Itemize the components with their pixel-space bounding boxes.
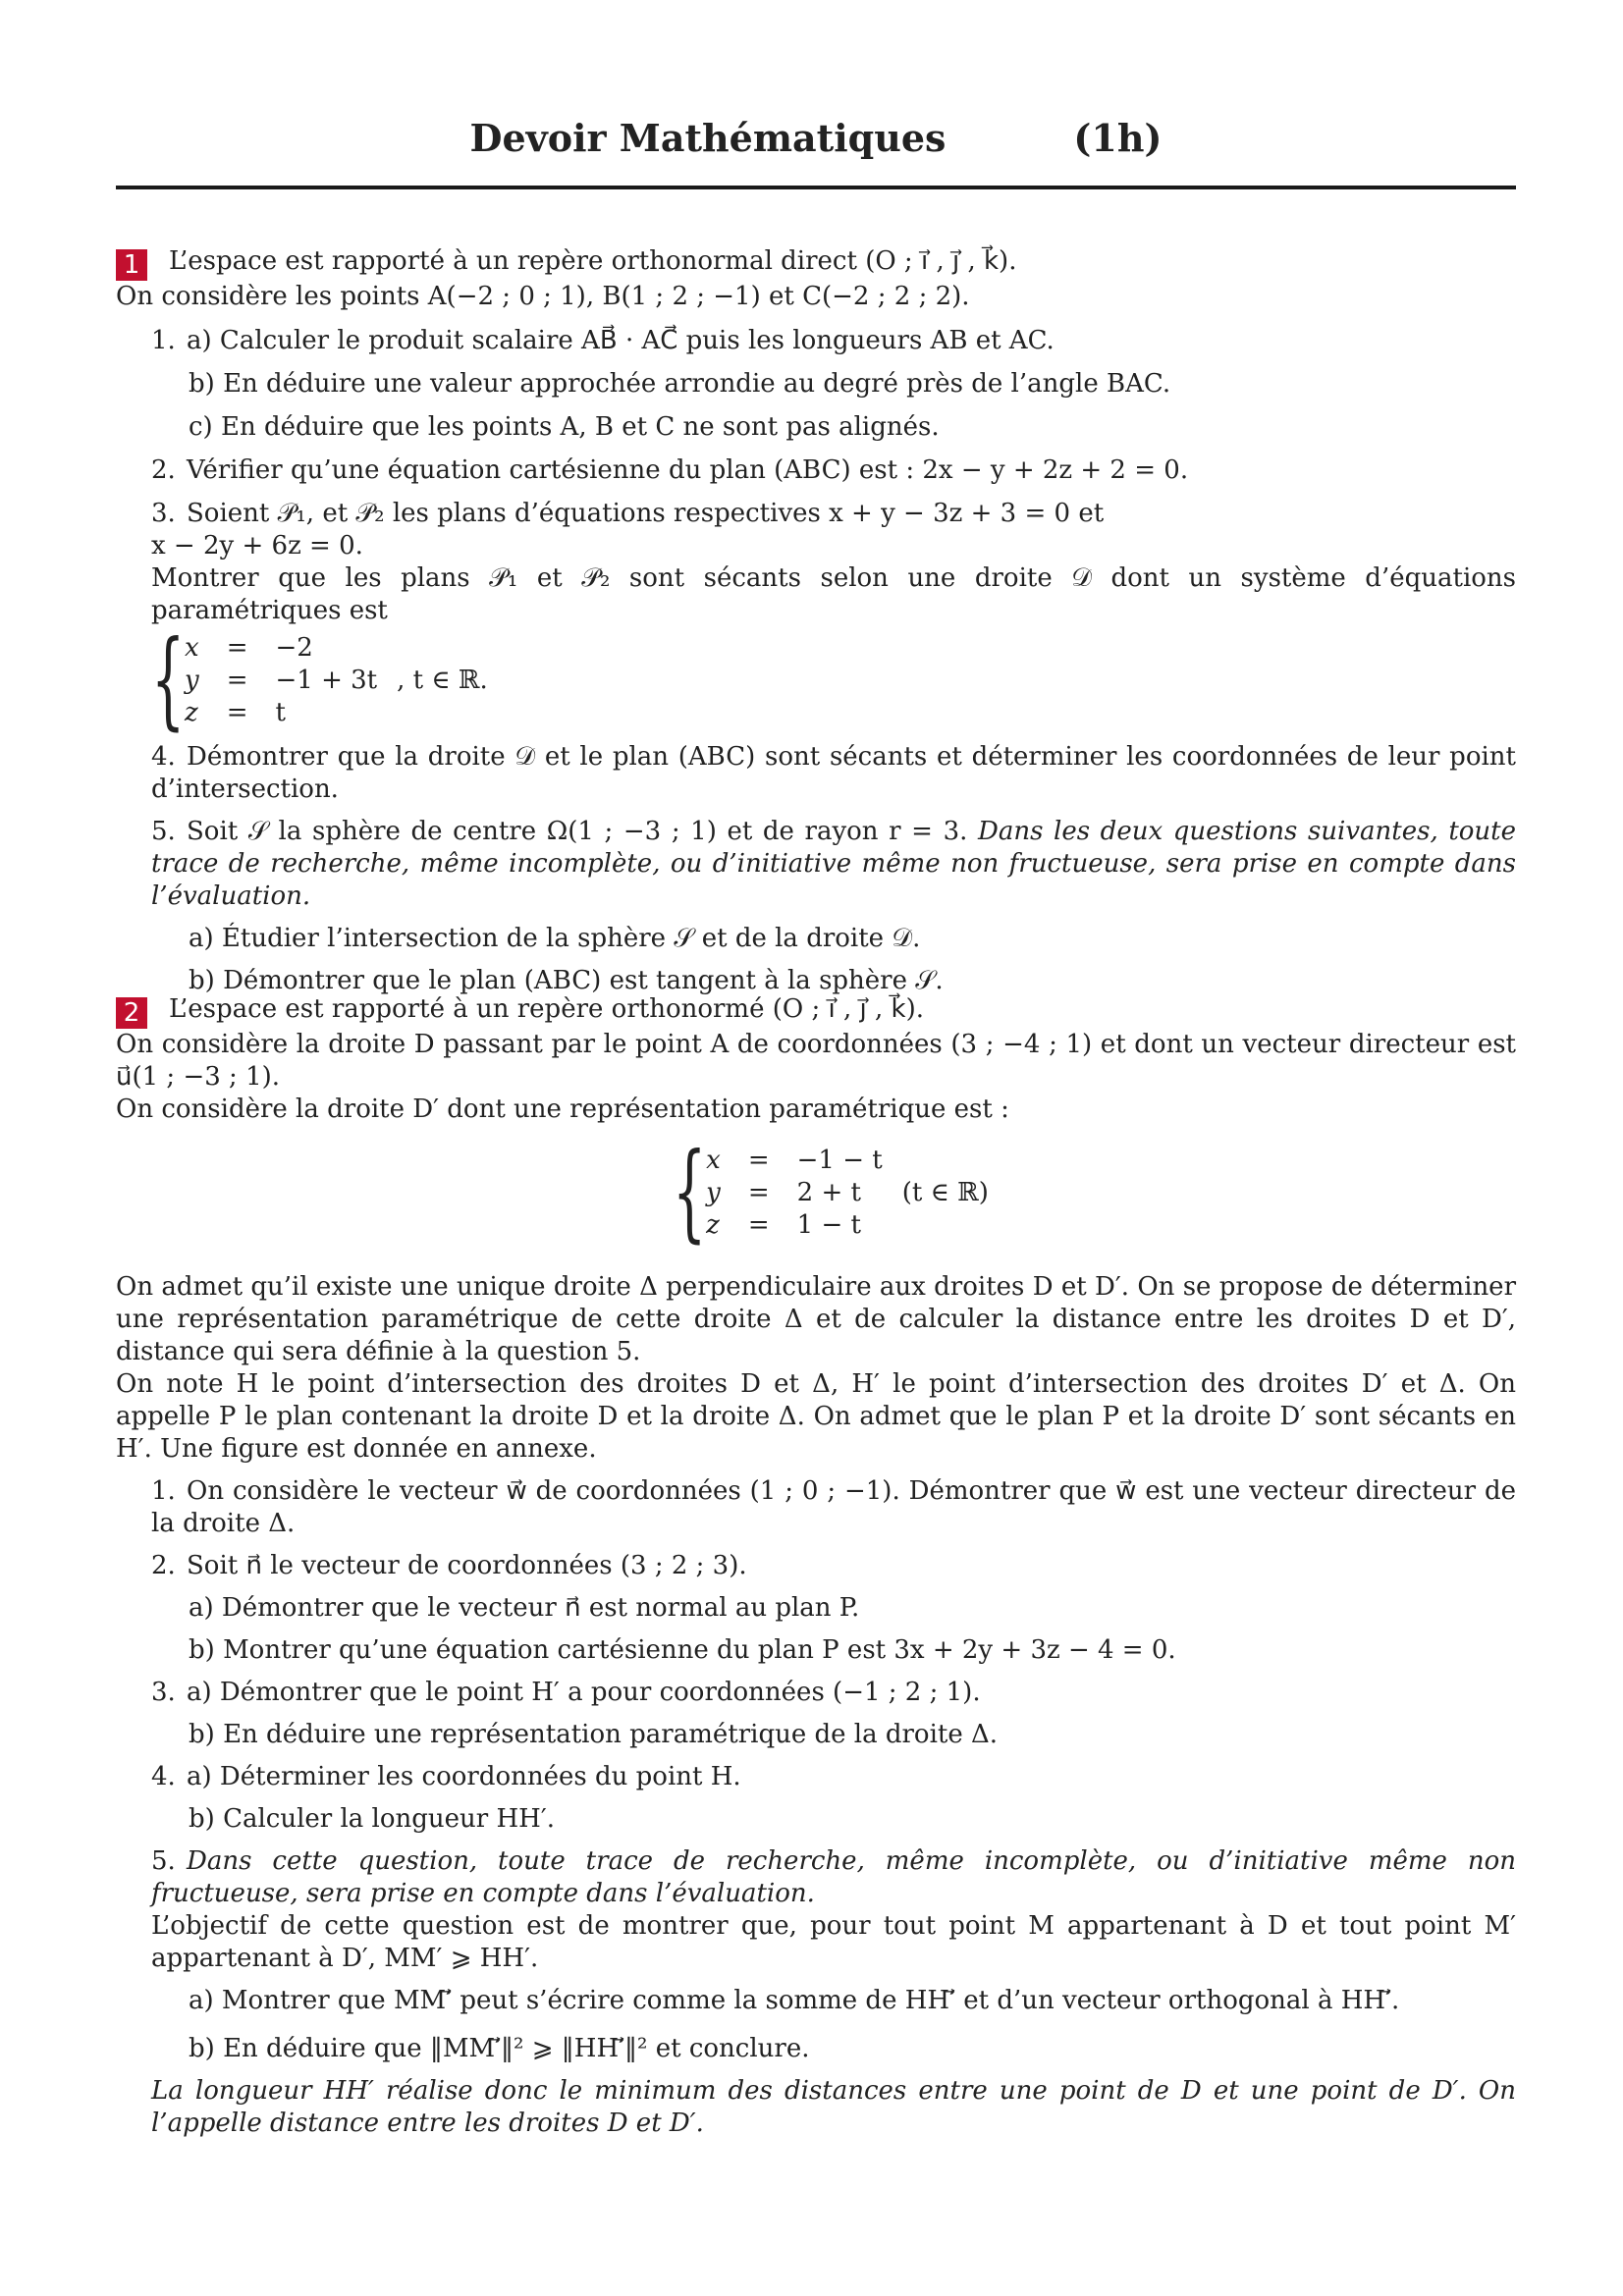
parametric-system-d: { x = −2 y = −1 + 3t , t ∈ ℝ. z = t [151, 618, 488, 741]
ex2-question-5-text: L’objectif de cette question est de montrer que, pour tout point M appartenant à D et tout point M′ appartenant à D′, MM′ ⩾ HH′. [151, 1911, 1516, 1973]
ex2-question-5b: b) En déduire que ‖MM′⃗‖² ⩾ ‖HH′⃗‖² et conclure. [189, 2034, 810, 2063]
question-1a: 1. a) Calculer le produit scalaire AB⃗ · AC⃗ puis les longueurs AB et AC. [151, 326, 1055, 355]
ex2-question-2a: a) Démontrer que le vecteur n⃗ est normal au plan P. [189, 1593, 860, 1623]
ex2-question-4b: b) Calculer la longueur HH′. [189, 1804, 555, 1834]
question-2: 2. Vérifier qu’une équation cartésienne du plan (ABC) est : 2x − y + 2z + 2 = 0. [151, 455, 1189, 485]
question-5b: b) Démontrer que le plan (ABC) est tangent à la sphère 𝒮. [189, 966, 944, 995]
question-5: 5. Soit 𝒮 la sphère de centre Ω(1 ; −3 ; 1) et de rayon r = 3. Dans les deux questions suivantes, toute trace de recherche, même incomplète, ou d’initiative même non fructueuse, sera prise en compte dans l’évaluation. [151, 817, 1517, 911]
title-text: Devoir Mathématiques [469, 116, 947, 160]
ex2-question-1: 1. On considère le vecteur w⃗ de coordonnées (1 ; 0 ; −1). Démontrer que w⃗ est une vecteur directeur de la droite Δ. [151, 1476, 1516, 1538]
title-rule [116, 186, 1516, 189]
points-line: On considère les points A(−2 ; 0 ; 1), B(1 ; 2 ; −1) et C(−2 ; 2 ; 2). [116, 282, 970, 311]
brace-icon: { [673, 1131, 707, 1254]
ex2-question-3a: 3. a) Démontrer que le point H′ a pour coordonnées (−1 ; 2 ; 1). [151, 1678, 981, 1707]
question-3-line3: Montrer que les plans 𝒫₁ et 𝒫₂ sont sécants selon une droite 𝒟 dont un système d’équations paramétriques est [151, 563, 1516, 625]
question-5a: a) Étudier l’intersection de la sphère 𝒮 et de la droite 𝒟. [189, 924, 921, 953]
exercise-2-intro [116, 993, 1516, 1029]
brace-icon: { [151, 618, 186, 741]
ex2-question-5a: a) Montrer que MM′⃗ peut s’écrire comme la somme de HH′⃗ et d’un vecteur orthogonal à HH′⃗. [189, 1986, 1400, 2015]
intro-text: L’espace est rapporté à un repère orthonormal direct (O ; i⃗ , j⃗ , k⃗). [169, 246, 1017, 276]
page-title [116, 116, 1516, 161]
ex2-question-4a: 4. a) Déterminer les coordonnées du point H. [151, 1762, 741, 1791]
ex2-question-2b: b) Montrer qu’une équation cartésienne du plan P est 3x + 2y + 3z − 4 = 0. [189, 1635, 1176, 1665]
line-dp-description: On considère la droite D′ dont une représentation paramétrique est : [116, 1095, 1009, 1124]
question-1b: b) En déduire une valeur approchée arrondie au degré près de l’angle BAC. [189, 369, 1171, 399]
exercise-1 [116, 245, 1516, 997]
conclusion-text: La longueur HH′ réalise donc le minimum des distances entre une point de D et une point de D′. On l’appelle distance entre les droites D et D′. [151, 2076, 1516, 2138]
duration-text: (1h) [1073, 116, 1163, 160]
line-d-description: On considère la droite D passant par le point A de coordonnées (3 ; −4 ; 1) et dont un vecteur directeur est u⃗(1 ; −3 ; 1). [116, 1030, 1516, 1092]
question-3: 3. Soient 𝒫₁, et 𝒫₂ les plans d’équations respectives x + y − 3z + 3 = 0 et [151, 499, 1105, 528]
ex2-question-2: 2. Soit n⃗ le vecteur de coordonnées (3 ; 2 ; 3). [151, 1551, 747, 1580]
exercise-2 [116, 993, 1516, 2140]
question-4: 4. Démontrer que la droite 𝒟 et le plan (ABC) sont sécants et déterminer les coordonnées de leur point d’intersection. [151, 742, 1516, 804]
ex2-question-3b: b) En déduire une représentation paramétrique de la droite Δ. [189, 1720, 999, 1749]
exercise-number-badge: 2 [116, 997, 147, 1029]
exercise-1-intro [116, 245, 1516, 281]
paragraph-2: On note H le point d’intersection des droites D et Δ, H′ le point d’intersection des droites D′ et Δ. On appelle P le plan contenant la droite D et la droite Δ. On admet que le plan P et la droite D′ sont sécants en H′. Une figure est donnée en annexe. [116, 1369, 1516, 1464]
intro-text: L’espace est rapporté à un repère orthonormé (O ; i⃗ , j⃗ , k⃗). [169, 994, 924, 1024]
parametric-system-dprime: { x = −1 − t y = 2 + t (t ∈ ℝ) z = 1 − t [673, 1131, 989, 1254]
exercise-number-badge: 1 [116, 249, 147, 281]
question-1c: c) En déduire que les points A, B et C ne sont pas alignés. [189, 412, 940, 442]
ex2-question-5: 5. Dans cette question, toute trace de recherche, même incomplète, ou d’initiative même non fructueuse, sera prise en compte dans l’évaluation. [151, 1846, 1516, 1908]
paragraph-1: On admet qu’il existe une unique droite Δ perpendiculaire aux droites D et D′. On se propose de déterminer une représentation paramétrique de cette droite Δ et de calculer la distance entre les droites D et D′, distance qui sera définie à la question 5. [116, 1272, 1516, 1366]
question-3-line2: x − 2y + 6z = 0. [151, 531, 363, 561]
